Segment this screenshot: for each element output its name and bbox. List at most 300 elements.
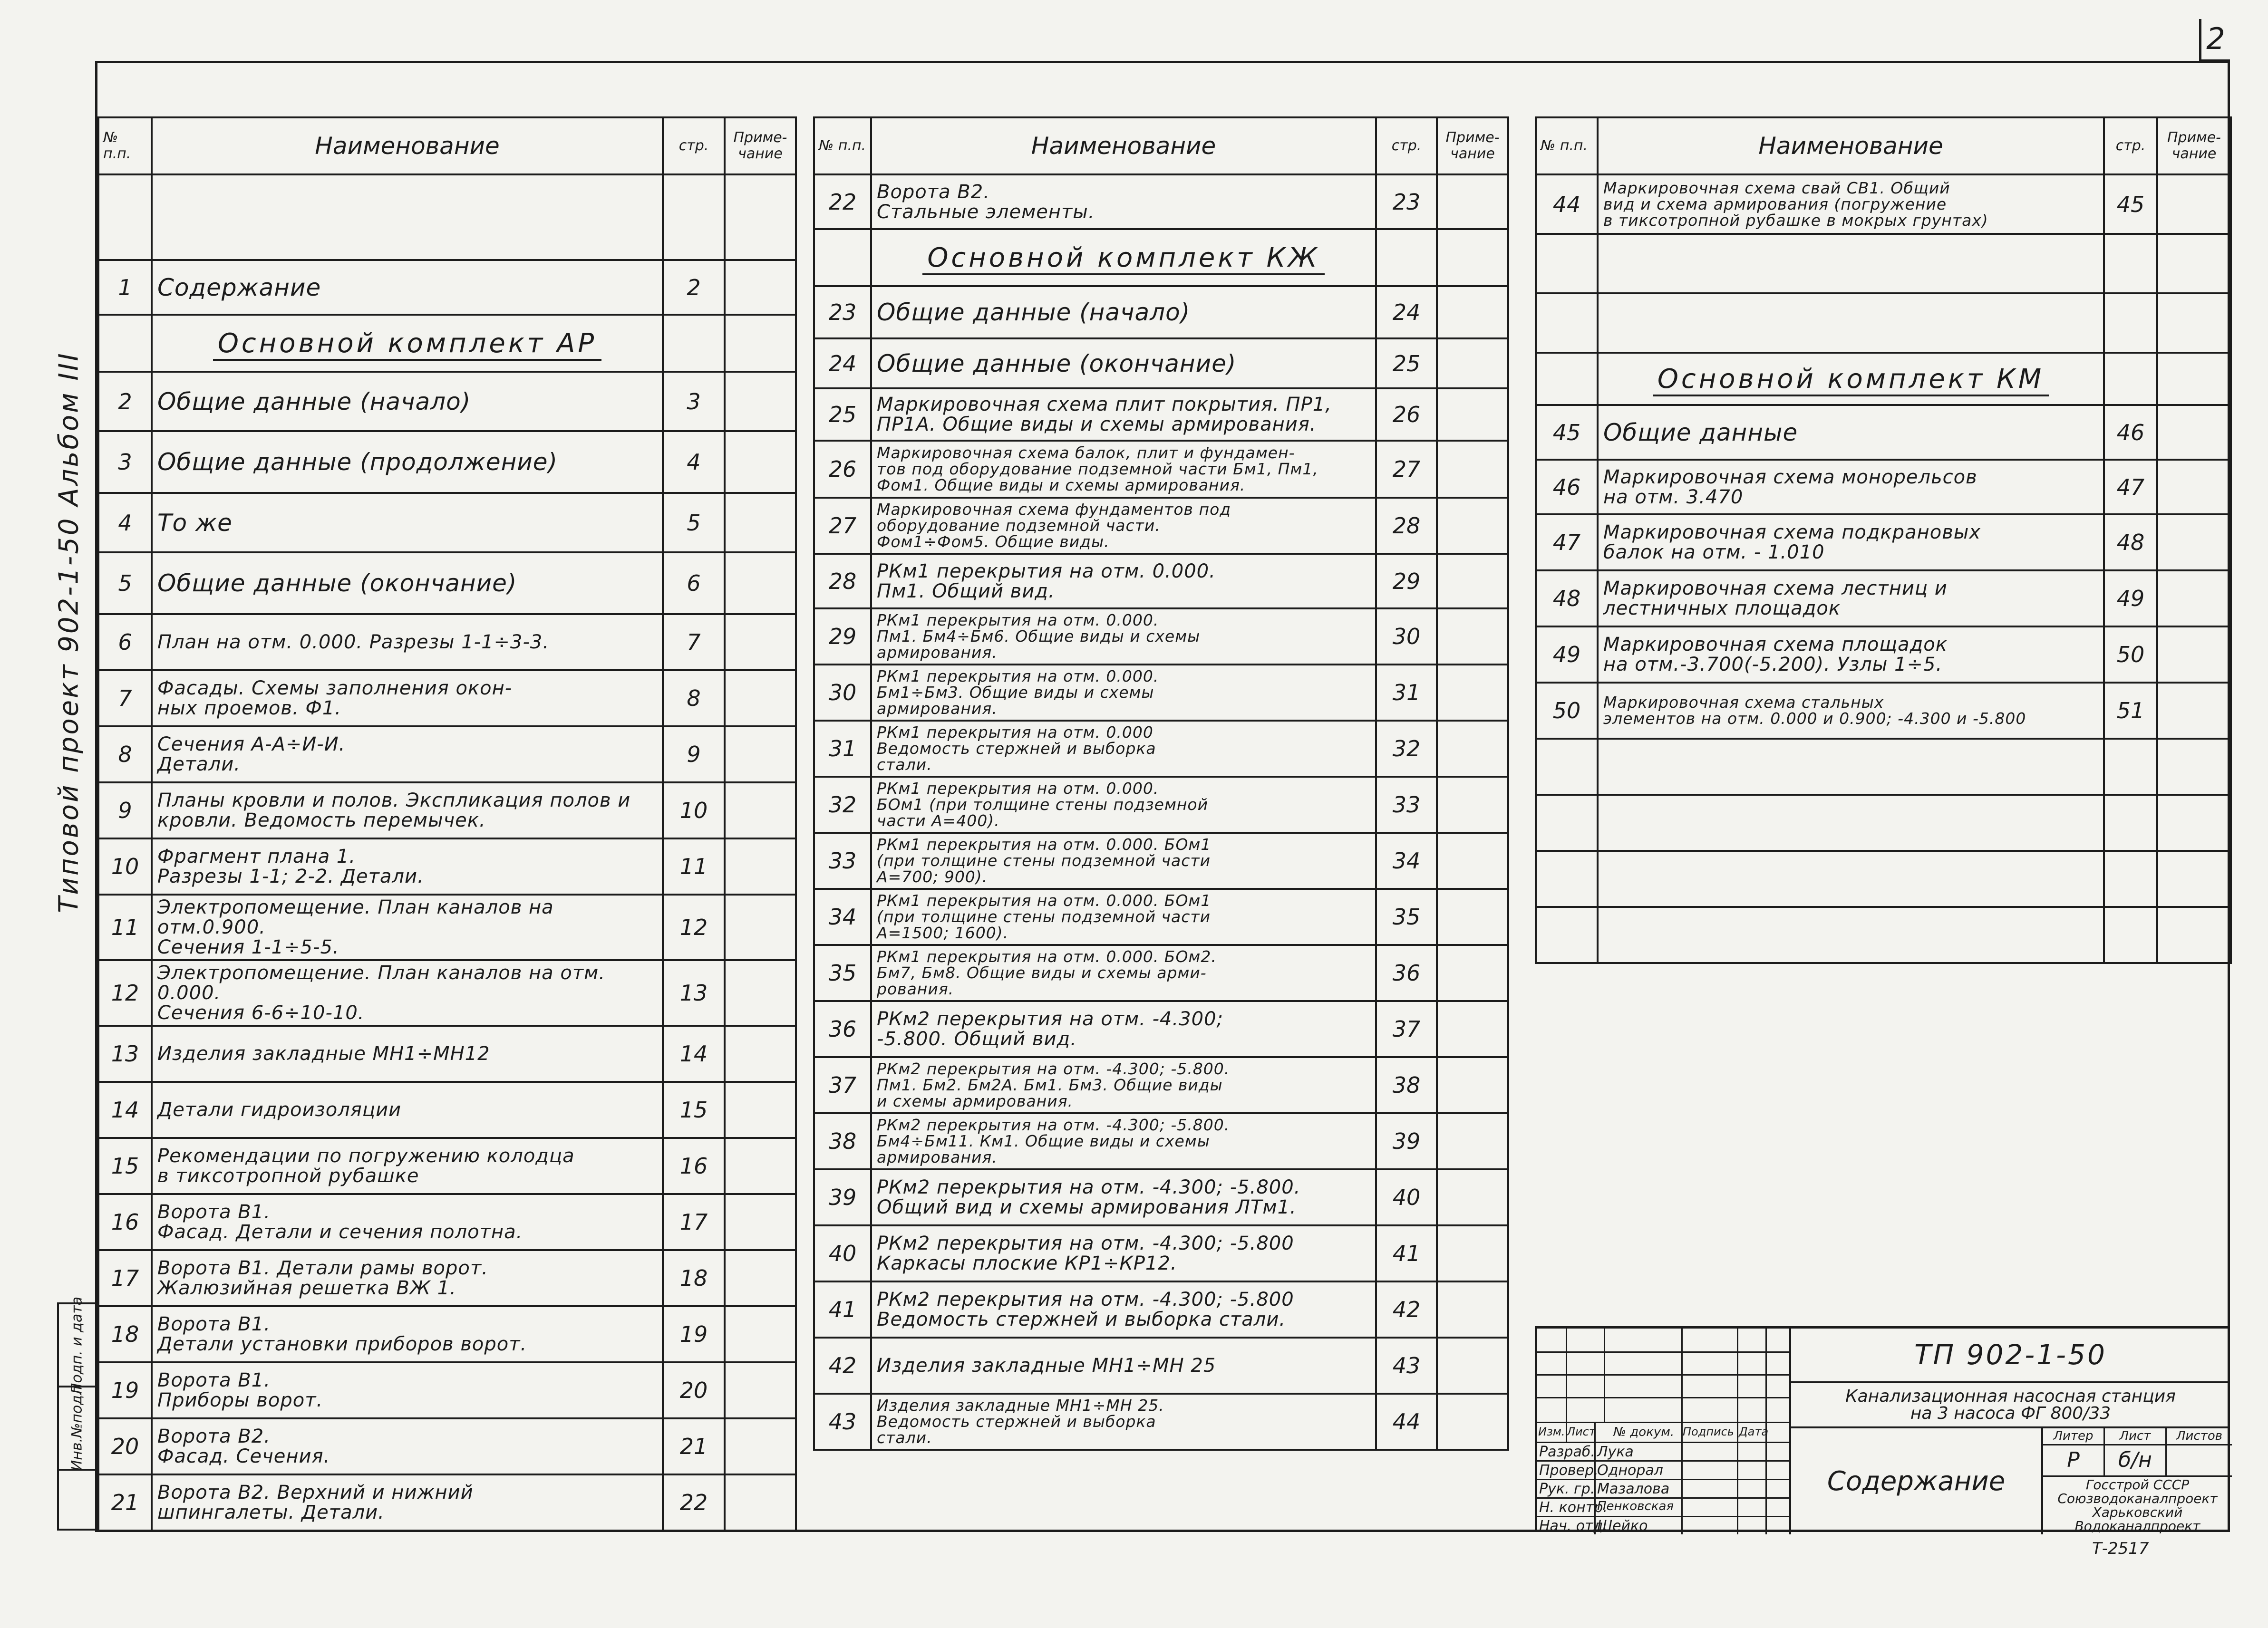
row-number: 46 <box>1536 460 1598 514</box>
stamp-person: Мазалова <box>1597 1481 1670 1497</box>
row-note <box>1437 833 1508 889</box>
row-number: 13 <box>98 1026 152 1082</box>
table-row <box>814 833 1508 889</box>
row-note <box>725 1250 796 1306</box>
row-page: 35 <box>1376 889 1437 945</box>
table-row <box>814 1225 1508 1281</box>
section-title <box>871 229 1376 286</box>
row-title: Ворота В2. Фасад. Сечения. <box>152 1418 663 1474</box>
row-note <box>2157 405 2231 460</box>
row-number: 43 <box>814 1394 871 1450</box>
row-note <box>725 174 796 260</box>
row-title: РКм2 перекрытия на отм. -4.300; -5.800. Общий вид. <box>871 1001 1376 1057</box>
row-title: РКм1 перекрытия на отм. 0.000. Пм1. Общий вид. <box>871 554 1376 608</box>
row-title: Планы кровли и полов. Экспликация полов и кровли. Ведомость перемычек. <box>152 782 663 838</box>
section-title-text: Основной комплект КЖ <box>922 242 1324 275</box>
row-note <box>1437 229 1508 286</box>
table-row <box>814 1169 1508 1225</box>
organization: Госстрой СССР Союзводоканалпроект Харьковский Водоканалпроект <box>2057 1477 2218 1534</box>
row-page: 37 <box>1376 1001 1437 1057</box>
table-row <box>1536 174 2231 234</box>
row-note <box>725 1194 796 1250</box>
stage-label: Литер <box>2043 1428 2105 1445</box>
row-number: 14 <box>98 1082 152 1138</box>
row-note <box>2157 907 2231 963</box>
row-number: 41 <box>814 1281 871 1338</box>
table-row <box>814 388 1508 441</box>
row-number: 29 <box>814 608 871 665</box>
row-note <box>1437 498 1508 554</box>
stamp-person: Пенковская <box>1597 1499 1674 1513</box>
stamp-hdr-izm: Изм. <box>1538 1425 1565 1438</box>
row-page: 44 <box>1376 1394 1437 1450</box>
row-page: 42 <box>1376 1281 1437 1338</box>
row-note <box>2157 353 2231 405</box>
row-title: Общие данные (окончание) <box>152 552 663 614</box>
stamp-info <box>2041 1428 2230 1534</box>
row-note <box>2157 626 2231 683</box>
row-number: 18 <box>98 1306 152 1362</box>
row-number <box>98 174 152 260</box>
row-title: Ворота В2. Стальные элементы. <box>871 174 1376 229</box>
table-row <box>98 552 796 614</box>
row-title: Фасады. Схемы заполнения окон- ных проемов. Ф1. <box>152 670 663 726</box>
row-note <box>1437 1281 1508 1338</box>
row-page: 9 <box>663 726 725 782</box>
row-note <box>725 1026 796 1082</box>
stamp-role: Нач. отд. <box>1539 1518 1608 1534</box>
table-row <box>98 1306 796 1362</box>
row-title: Ворота В1. Приборы ворот. <box>152 1362 663 1418</box>
toc-table-1 <box>97 116 797 1532</box>
row-number <box>1536 234 1598 293</box>
row-page: 11 <box>663 838 725 895</box>
row-page: 46 <box>2104 405 2157 460</box>
stamp-hdr-doc: № докум. <box>1613 1425 1675 1439</box>
row-title: РКм1 перекрытия на отм. 0.000. БОм1 (при толщине стены подземной части А=400). <box>871 777 1376 833</box>
row-note <box>725 315 796 372</box>
table-row <box>1536 293 2231 353</box>
row-page: 3 <box>663 372 725 431</box>
row-note <box>2157 174 2231 234</box>
table-row <box>98 1362 796 1418</box>
row-page <box>2104 739 2157 795</box>
row-number: 48 <box>1536 570 1598 626</box>
page-number: 2 <box>2199 19 2230 62</box>
row-page: 23 <box>1376 174 1437 229</box>
row-page: 29 <box>1376 554 1437 608</box>
row-number: 19 <box>98 1362 152 1418</box>
row-title: План на отм. 0.000. Разрезы 1-1÷3-3. <box>152 614 663 670</box>
side-stamp <box>57 1296 95 1531</box>
table-row <box>814 554 1508 608</box>
row-page: 33 <box>1376 777 1437 833</box>
row-title: Ворота В1. Детали установки приборов ворот. <box>152 1306 663 1362</box>
table-row <box>814 1338 1508 1394</box>
row-number: 24 <box>814 338 871 388</box>
header-name: Наименование <box>1598 117 2104 174</box>
row-page: 14 <box>663 1026 725 1082</box>
row-title: Общие данные (продолжение) <box>152 431 663 493</box>
row-number: 12 <box>98 960 152 1026</box>
sheet-label: Лист <box>2105 1428 2167 1445</box>
row-page: 30 <box>1376 608 1437 665</box>
row-number: 35 <box>814 945 871 1001</box>
row-number: 36 <box>814 1001 871 1057</box>
table-row <box>98 372 796 431</box>
row-title <box>1598 795 2104 851</box>
row-note <box>725 614 796 670</box>
row-number: 6 <box>98 614 152 670</box>
table-row <box>98 1026 796 1082</box>
row-note <box>725 782 796 838</box>
side-stamp-cell: Инв.№подл <box>59 1387 95 1471</box>
row-note <box>725 431 796 493</box>
row-number: 28 <box>814 554 871 608</box>
table-row <box>814 174 1508 229</box>
row-note <box>2157 683 2231 739</box>
table-row <box>814 498 1508 554</box>
row-number: 20 <box>98 1418 152 1474</box>
row-page: 32 <box>1376 721 1437 777</box>
table-row <box>98 895 796 960</box>
section-row <box>814 229 1508 286</box>
row-number: 33 <box>814 833 871 889</box>
row-page: 19 <box>663 1306 725 1362</box>
row-title: Ворота В2. Верхний и нижний шпингалеты. Детали. <box>152 1474 663 1531</box>
row-title: Маркировочная схема фундаментов под оборудование подземной части. Фом1÷Фом5. Общие виды. <box>871 498 1376 554</box>
row-page: 49 <box>2104 570 2157 626</box>
row-number <box>1536 293 1598 353</box>
row-title: Детали гидроизоляции <box>152 1082 663 1138</box>
row-number: 40 <box>814 1225 871 1281</box>
table-row <box>814 1001 1508 1057</box>
table-row <box>1536 460 2231 514</box>
row-title <box>1598 739 2104 795</box>
row-note <box>1437 1338 1508 1394</box>
row-note <box>1437 388 1508 441</box>
table-row <box>98 838 796 895</box>
table-row <box>98 1250 796 1306</box>
row-title: Электропомещение. План каналов на отм. 0.000. Сечения 6-6÷10-10. <box>152 960 663 1026</box>
header-page: стр. <box>1376 117 1437 174</box>
row-number: 23 <box>814 286 871 338</box>
row-title: РКм2 перекрытия на отм. -4.300; -5.800. Бм4÷Бм11. Км1. Общие виды и схемы армирования. <box>871 1113 1376 1169</box>
table-row <box>98 493 796 552</box>
table-row <box>814 286 1508 338</box>
row-title <box>1598 851 2104 907</box>
row-number: 44 <box>1536 174 1598 234</box>
row-note <box>725 1418 796 1474</box>
row-note <box>1437 721 1508 777</box>
row-page <box>2104 907 2157 963</box>
title-block-grid <box>1537 1329 1789 1532</box>
row-title: РКм2 перекрытия на отм. -4.300; -5.800 Каркасы плоские КР1÷КР12. <box>871 1225 1376 1281</box>
row-title: РКм2 перекрытия на отм. -4.300; -5.800 Ведомость стержней и выборка стали. <box>871 1281 1376 1338</box>
row-title: РКм1 перекрытия на отм. 0.000. БОм1 (при толщине стены подземной части А=700; 900). <box>871 833 1376 889</box>
row-page: 39 <box>1376 1113 1437 1169</box>
row-note <box>1437 1169 1508 1225</box>
row-number: 39 <box>814 1169 871 1225</box>
row-number <box>1536 851 1598 907</box>
row-title: Электропомещение. План каналов на отм.0.900. Сечения 1-1÷5-5. <box>152 895 663 960</box>
table-row <box>1536 739 2231 795</box>
side-stamp-cell: Подп. и дата <box>59 1304 95 1387</box>
row-number <box>1536 353 1598 405</box>
table-row <box>98 1418 796 1474</box>
row-title: Маркировочная схема площадок на отм.-3.700(-5.200). Узлы 1÷5. <box>1598 626 2104 683</box>
stamp-hdr-list: Лист <box>1567 1425 1596 1438</box>
row-title: Изделия закладные МН1÷МН 25. Ведомость стержней и выборка стали. <box>871 1394 1376 1450</box>
row-title: Ворота В1. Фасад. Детали и сечения полотна. <box>152 1194 663 1250</box>
row-title: Ворота В1. Детали рамы ворот. Жалюзийная решетка ВЖ 1. <box>152 1250 663 1306</box>
row-page: 10 <box>663 782 725 838</box>
row-number: 34 <box>814 889 871 945</box>
table-row <box>1536 514 2231 570</box>
toc-table-2 <box>813 116 1509 1451</box>
row-note <box>725 670 796 726</box>
row-note <box>2157 570 2231 626</box>
row-note <box>2157 234 2231 293</box>
table-row <box>814 608 1508 665</box>
row-number: 2 <box>98 372 152 431</box>
row-page: 7 <box>663 614 725 670</box>
row-number: 50 <box>1536 683 1598 739</box>
row-title: Маркировочная схема плит покрытия. ПР1, ПР1А. Общие виды и схемы армирования. <box>871 388 1376 441</box>
header-name: Наименование <box>871 117 1376 174</box>
row-note <box>725 1082 796 1138</box>
row-page <box>2104 795 2157 851</box>
row-page: 21 <box>663 1418 725 1474</box>
row-note <box>2157 460 2231 514</box>
row-title <box>152 174 663 260</box>
stamp-role: Н. контр. <box>1539 1499 1608 1516</box>
row-title: РКм1 перекрытия на отм. 0.000 Ведомость стержней и выборка стали. <box>871 721 1376 777</box>
row-number <box>1536 907 1598 963</box>
row-page: 15 <box>663 1082 725 1138</box>
row-number: 31 <box>814 721 871 777</box>
row-title: Общие данные (окончание) <box>871 338 1376 388</box>
stamp-role: Рук. гр. <box>1539 1481 1595 1497</box>
row-page: 22 <box>663 1474 725 1531</box>
table-row <box>814 945 1508 1001</box>
table-row <box>1536 683 2231 739</box>
table-row <box>814 721 1508 777</box>
row-title: Маркировочная схема подкрановых балок на отм. - 1.010 <box>1598 514 2104 570</box>
row-page <box>2104 234 2157 293</box>
row-number: 30 <box>814 665 871 721</box>
header-num: № п.п. <box>1536 117 1598 174</box>
stamp-role: Разраб. <box>1539 1444 1595 1460</box>
row-note <box>725 1138 796 1194</box>
row-number: 5 <box>98 552 152 614</box>
object-title: Канализационная насосная станция на 3 насоса ФГ 800/33 <box>1789 1383 2230 1428</box>
table-row <box>814 1394 1508 1450</box>
row-note <box>725 552 796 614</box>
row-note <box>1437 1225 1508 1281</box>
toc-table-3 <box>1535 116 2232 964</box>
stamp-person: Однорал <box>1597 1462 1663 1479</box>
row-number: 32 <box>814 777 871 833</box>
row-page: 26 <box>1376 388 1437 441</box>
row-number: 16 <box>98 1194 152 1250</box>
row-page: 28 <box>1376 498 1437 554</box>
row-note <box>725 260 796 315</box>
row-number: 38 <box>814 1113 871 1169</box>
row-page: 38 <box>1376 1057 1437 1113</box>
row-number: 4 <box>98 493 152 552</box>
row-number: 3 <box>98 431 152 493</box>
table-row <box>1536 570 2231 626</box>
row-note <box>1437 1057 1508 1113</box>
table-row <box>1536 626 2231 683</box>
header-name: Наименование <box>152 117 663 174</box>
row-note <box>1437 338 1508 388</box>
row-number: 47 <box>1536 514 1598 570</box>
row-number: 15 <box>98 1138 152 1194</box>
table-row <box>814 777 1508 833</box>
row-page: 12 <box>663 895 725 960</box>
table-row <box>1536 405 2231 460</box>
table-row <box>98 960 796 1026</box>
stamp-person: Лука <box>1597 1444 1634 1460</box>
row-title: Маркировочная схема монорельсов на отм. 3.470 <box>1598 460 2104 514</box>
table-row <box>814 1113 1508 1169</box>
row-number: 42 <box>814 1338 871 1394</box>
row-title: РКм1 перекрытия на отм. 0.000. Бм1÷Бм3. Общие виды и схемы армирования. <box>871 665 1376 721</box>
row-page: 51 <box>2104 683 2157 739</box>
row-note <box>1437 286 1508 338</box>
row-title: РКм1 перекрытия на отм. 0.000. БОм2. Бм7, Бм8. Общие виды и схемы арми- рования. <box>871 945 1376 1001</box>
row-title: Общие данные <box>1598 405 2104 460</box>
sheets-value <box>2167 1445 2232 1477</box>
row-page: 8 <box>663 670 725 726</box>
header-page: стр. <box>2104 117 2157 174</box>
row-number <box>814 229 871 286</box>
row-title: Фрагмент плана 1. Разрезы 1-1; 2-2. Детали. <box>152 838 663 895</box>
row-page: 13 <box>663 960 725 1026</box>
sheet-value: б/н <box>2105 1445 2167 1477</box>
row-note <box>1437 889 1508 945</box>
row-number: 21 <box>98 1474 152 1531</box>
row-number: 26 <box>814 441 871 498</box>
row-page <box>663 174 725 260</box>
row-note <box>1437 174 1508 229</box>
row-number: 37 <box>814 1057 871 1113</box>
row-page: 4 <box>663 431 725 493</box>
row-note <box>1437 1001 1508 1057</box>
row-number: 22 <box>814 174 871 229</box>
row-note <box>2157 851 2231 907</box>
row-note <box>2157 514 2231 570</box>
row-page: 16 <box>663 1138 725 1194</box>
row-number: 45 <box>1536 405 1598 460</box>
table-row <box>98 614 796 670</box>
row-page <box>2104 851 2157 907</box>
side-title: Типовой проект 902-1-50 Альбом III <box>53 351 85 913</box>
stamp-hdr-date: Дата <box>1739 1425 1769 1438</box>
row-note <box>1437 945 1508 1001</box>
section-row <box>98 315 796 372</box>
section-title-text: Основной комплект АР <box>213 328 601 361</box>
row-page: 45 <box>2104 174 2157 234</box>
sheets-label: Листов <box>2167 1428 2232 1445</box>
row-number: 8 <box>98 726 152 782</box>
table-row <box>814 1281 1508 1338</box>
section-title-text: Основной комплект КМ <box>1653 364 2049 396</box>
row-title <box>1598 234 2104 293</box>
stamp-role: Провер. <box>1539 1462 1599 1479</box>
row-note <box>1437 441 1508 498</box>
row-note <box>725 895 796 960</box>
table-row <box>814 1057 1508 1113</box>
row-number: 49 <box>1536 626 1598 683</box>
row-page: 18 <box>663 1250 725 1306</box>
row-note <box>725 1306 796 1362</box>
row-page: 24 <box>1376 286 1437 338</box>
table-row <box>814 441 1508 498</box>
row-title: РКм1 перекрытия на отм. 0.000. БОм1 (при толщине стены подземной части А=1500; 1600). <box>871 889 1376 945</box>
row-note <box>725 960 796 1026</box>
row-note <box>1437 554 1508 608</box>
row-note <box>2157 293 2231 353</box>
table-row <box>98 260 796 315</box>
row-number: 7 <box>98 670 152 726</box>
row-number <box>1536 739 1598 795</box>
row-note <box>725 493 796 552</box>
table-row <box>98 782 796 838</box>
row-title: То же <box>152 493 663 552</box>
row-page: 40 <box>1376 1169 1437 1225</box>
table-row <box>98 670 796 726</box>
row-number: 17 <box>98 1250 152 1306</box>
row-note <box>725 372 796 431</box>
row-page: 41 <box>1376 1225 1437 1281</box>
header-num: № п.п. <box>98 117 152 174</box>
row-number <box>98 315 152 372</box>
row-note <box>725 1474 796 1531</box>
row-page <box>663 315 725 372</box>
row-note <box>2157 739 2231 795</box>
table-row <box>98 174 796 260</box>
table-row <box>814 338 1508 388</box>
header-page: стр. <box>663 117 725 174</box>
row-note <box>1437 608 1508 665</box>
section-row <box>1536 353 2231 405</box>
row-title: РКм2 перекрытия на отм. -4.300; -5.800. Пм1. Бм2. Бм2А. Бм1. Бм3. Общие виды и схемы армирования. <box>871 1057 1376 1113</box>
row-title: Маркировочная схема стальных элементов на отм. 0.000 и 0.900; -4.300 и -5.800 <box>1598 683 2104 739</box>
table-row <box>98 1138 796 1194</box>
table-row <box>98 1082 796 1138</box>
row-page <box>2104 293 2157 353</box>
row-note <box>1437 1113 1508 1169</box>
table-row <box>1536 851 2231 907</box>
row-title: Общие данные (начало) <box>871 286 1376 338</box>
row-title: Содержание <box>152 260 663 315</box>
row-title: Изделия закладные МН1÷МН12 <box>152 1026 663 1082</box>
row-note <box>2157 795 2231 851</box>
row-number: 9 <box>98 782 152 838</box>
row-title: Маркировочная схема лестниц и лестничных площадок <box>1598 570 2104 626</box>
header-note: Приме-чание <box>2157 117 2231 174</box>
row-title: Изделия закладные МН1÷МН 25 <box>871 1338 1376 1394</box>
row-title: РКм1 перекрытия на отм. 0.000. Пм1. Бм4÷Бм6. Общие виды и схемы армирования. <box>871 608 1376 665</box>
stamp-hdr-sign: Подпись <box>1683 1425 1734 1438</box>
row-page: 25 <box>1376 338 1437 388</box>
row-page <box>2104 353 2157 405</box>
table-row <box>1536 234 2231 293</box>
row-title <box>1598 907 2104 963</box>
